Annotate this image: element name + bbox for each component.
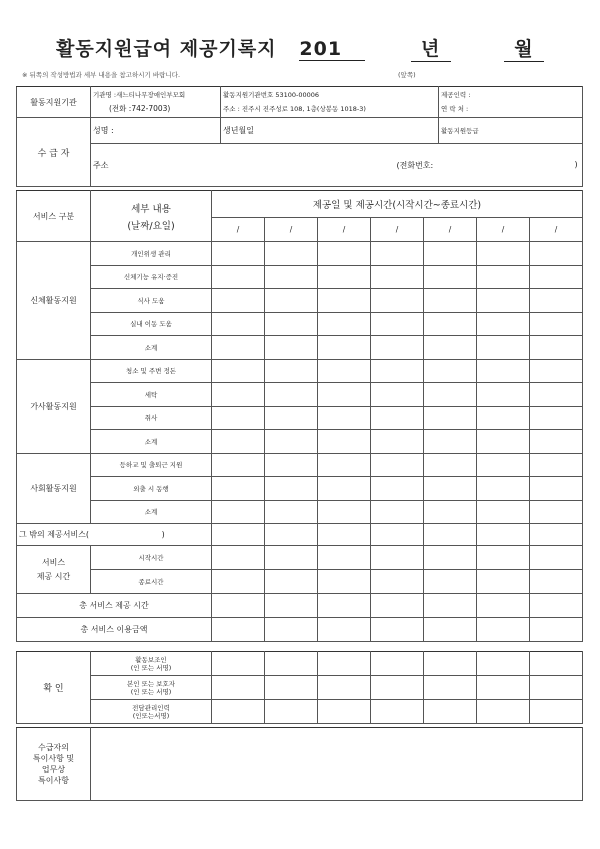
entry-cell[interactable]	[265, 453, 318, 477]
entry-cell[interactable]	[477, 265, 530, 289]
entry-cell[interactable]	[424, 453, 477, 477]
entry-cell[interactable]	[530, 430, 583, 454]
entry-cell[interactable]	[318, 242, 371, 266]
group-label-physical: 신체활동지원	[17, 242, 91, 360]
entry-cell[interactable]	[371, 265, 424, 289]
item-label: 청소 및 주변 정돈	[91, 359, 212, 383]
phone-label: (전화번호:	[396, 160, 434, 170]
table-row	[17, 676, 583, 700]
entry-cell[interactable]	[477, 453, 530, 477]
signature-cell[interactable]	[265, 652, 318, 676]
entry-cell[interactable]	[371, 336, 424, 360]
entry-cell[interactable]	[371, 312, 424, 336]
agency-label: 활동지원기관	[17, 87, 91, 118]
entry-cell[interactable]	[318, 336, 371, 360]
entry-cell[interactable]	[477, 430, 530, 454]
entry-cell[interactable]	[477, 242, 530, 266]
signature-cell[interactable]	[424, 700, 477, 724]
entry-cell[interactable]	[424, 430, 477, 454]
entry-cell[interactable]	[530, 359, 583, 383]
subtotal-label: 소계	[91, 336, 212, 360]
name-field[interactable]: 성명 :	[91, 118, 221, 144]
entry-cell[interactable]	[530, 406, 583, 430]
entry-cell[interactable]	[424, 594, 477, 618]
item-label: 세탁	[91, 383, 212, 407]
entry-cell[interactable]	[477, 312, 530, 336]
entry-cell[interactable]	[477, 500, 530, 524]
table-row	[17, 265, 583, 289]
entry-cell[interactable]	[318, 453, 371, 477]
entry-cell[interactable]	[212, 289, 265, 313]
birth-field[interactable]: 생년월일	[221, 118, 439, 144]
entry-cell[interactable]	[318, 500, 371, 524]
entry-cell[interactable]	[318, 524, 371, 546]
signature-cell[interactable]	[477, 652, 530, 676]
entry-cell[interactable]	[212, 430, 265, 454]
entry-cell[interactable]	[212, 594, 265, 618]
entry-cell[interactable]	[212, 618, 265, 642]
table-row	[17, 383, 583, 407]
entry-cell[interactable]	[212, 312, 265, 336]
front-label: (앞쪽)	[398, 71, 416, 79]
table-row	[17, 453, 583, 477]
signature-cell[interactable]	[265, 700, 318, 724]
entry-cell[interactable]	[318, 477, 371, 501]
entry-cell[interactable]	[371, 594, 424, 618]
provider-label: 제공인력 :	[441, 91, 471, 99]
remarks-field[interactable]	[91, 728, 583, 801]
entry-cell[interactable]	[371, 453, 424, 477]
entry-cell[interactable]	[530, 477, 583, 501]
signature-cell[interactable]	[530, 700, 583, 724]
entry-cell[interactable]	[424, 359, 477, 383]
page-title	[0, 34, 600, 62]
signature-cell[interactable]	[318, 652, 371, 676]
entry-cell[interactable]	[424, 289, 477, 313]
confirm-table	[16, 651, 583, 724]
entry-cell[interactable]	[530, 383, 583, 407]
entry-cell[interactable]	[424, 524, 477, 546]
entry-cell[interactable]	[477, 594, 530, 618]
item-label: 식사 도움	[91, 289, 212, 313]
entry-cell[interactable]	[530, 289, 583, 313]
date-cell[interactable]: /	[212, 218, 265, 242]
entry-cell[interactable]	[212, 570, 265, 594]
table-row	[17, 312, 583, 336]
entry-cell[interactable]	[318, 406, 371, 430]
entry-cell[interactable]	[371, 477, 424, 501]
signature-cell[interactable]	[265, 676, 318, 700]
entry-cell[interactable]	[265, 383, 318, 407]
entry-cell[interactable]	[477, 359, 530, 383]
entry-cell[interactable]	[265, 289, 318, 313]
subtotal-label: 소계	[91, 430, 212, 454]
entry-cell[interactable]	[530, 500, 583, 524]
entry-cell[interactable]	[424, 242, 477, 266]
item-label: 실내 이동 도움	[91, 312, 212, 336]
group-label-housework: 가사활동지원	[17, 359, 91, 453]
signer-label: 전담관리인력 (인또는서명)	[91, 700, 212, 724]
service-time-label: 서비스 제공 시간	[17, 546, 91, 594]
entry-cell[interactable]	[212, 500, 265, 524]
table-row	[17, 546, 583, 570]
entry-cell[interactable]	[265, 618, 318, 642]
entry-cell[interactable]	[318, 359, 371, 383]
entry-cell[interactable]	[424, 500, 477, 524]
entry-cell[interactable]	[318, 265, 371, 289]
entry-cell[interactable]	[265, 359, 318, 383]
info-table	[16, 86, 583, 187]
entry-cell[interactable]	[371, 242, 424, 266]
entry-cell[interactable]	[477, 524, 530, 546]
entry-cell[interactable]	[371, 500, 424, 524]
signature-cell[interactable]	[212, 700, 265, 724]
agency-number: 활동지원기관번호 53100-00006	[223, 91, 320, 99]
remarks-label: 수급자의 특이사항 및 업무상 특이사항	[17, 728, 91, 801]
entry-cell[interactable]	[530, 570, 583, 594]
entry-cell[interactable]	[477, 383, 530, 407]
signature-cell[interactable]	[371, 676, 424, 700]
signature-cell[interactable]	[477, 700, 530, 724]
entry-cell[interactable]	[265, 242, 318, 266]
table-row	[17, 700, 583, 724]
entry-cell[interactable]	[477, 336, 530, 360]
table-row	[17, 652, 583, 676]
table-row	[17, 500, 583, 524]
signature-cell[interactable]	[530, 652, 583, 676]
entry-cell[interactable]	[371, 406, 424, 430]
entry-cell[interactable]	[265, 265, 318, 289]
entry-cell[interactable]	[265, 594, 318, 618]
entry-cell[interactable]	[477, 570, 530, 594]
date-cell[interactable]: /	[424, 218, 477, 242]
entry-cell[interactable]	[212, 383, 265, 407]
entry-cell[interactable]	[318, 594, 371, 618]
entry-cell[interactable]	[424, 406, 477, 430]
provision-header: 제공일 및 제공시간(시작시간~종료시간)	[212, 191, 583, 218]
signature-cell[interactable]	[530, 676, 583, 700]
entry-cell[interactable]	[371, 618, 424, 642]
entry-cell[interactable]	[318, 546, 371, 570]
entry-cell[interactable]	[530, 594, 583, 618]
other-service-label[interactable]: 그 밖의 제공서비스( )	[17, 524, 212, 546]
provider-cell[interactable]	[439, 87, 583, 118]
entry-cell[interactable]	[371, 546, 424, 570]
entry-cell[interactable]	[212, 242, 265, 266]
entry-cell[interactable]	[212, 265, 265, 289]
entry-cell[interactable]	[530, 265, 583, 289]
entry-cell[interactable]	[265, 524, 318, 546]
entry-cell[interactable]	[371, 289, 424, 313]
item-label: 등하교 및 출퇴근 지원	[91, 453, 212, 477]
table-row	[17, 336, 583, 360]
agency-phone: (전화 :742-7003)	[109, 104, 171, 113]
entry-cell[interactable]	[371, 430, 424, 454]
entry-cell[interactable]	[265, 336, 318, 360]
address-field[interactable]: 주소 (전화번호: )	[91, 144, 583, 187]
item-label: 외출 시 동행	[91, 477, 212, 501]
group-label-social: 사회활동지원	[17, 453, 91, 524]
entry-cell[interactable]	[530, 312, 583, 336]
table-row	[17, 477, 583, 501]
entry-cell[interactable]	[318, 618, 371, 642]
confirm-label: 확 인	[17, 652, 91, 724]
item-label: 취사	[91, 406, 212, 430]
entry-cell[interactable]	[424, 312, 477, 336]
entry-cell[interactable]	[212, 453, 265, 477]
signature-cell[interactable]	[424, 652, 477, 676]
entry-cell[interactable]	[212, 359, 265, 383]
table-row	[17, 570, 583, 594]
entry-cell[interactable]	[265, 406, 318, 430]
date-cell[interactable]: /	[318, 218, 371, 242]
entry-cell[interactable]	[530, 524, 583, 546]
instruction-note: ※ 뒤쪽의 작성방법과 세부 내용을 참고하시기 바랍니다.	[22, 71, 181, 79]
schedule-table	[16, 190, 583, 642]
entry-cell[interactable]	[318, 289, 371, 313]
signer-label: 본인 또는 보호자 (인 또는 서명)	[91, 676, 212, 700]
signature-cell[interactable]	[318, 700, 371, 724]
signer-label: 활동보조인 (인 또는 서명)	[91, 652, 212, 676]
year-field[interactable]	[299, 38, 365, 61]
agency-name-cell	[91, 87, 221, 118]
entry-cell[interactable]	[212, 336, 265, 360]
entry-cell[interactable]	[212, 406, 265, 430]
grade-field[interactable]: 활동지원등급	[439, 118, 583, 144]
signature-cell[interactable]	[212, 676, 265, 700]
item-label: 신체기능 유지·증진	[91, 265, 212, 289]
entry-cell[interactable]	[530, 336, 583, 360]
entry-cell[interactable]	[477, 477, 530, 501]
entry-cell[interactable]	[424, 336, 477, 360]
entry-cell[interactable]	[265, 500, 318, 524]
year-prefix: 201	[299, 38, 343, 60]
entry-cell[interactable]	[477, 406, 530, 430]
detail-header: 세부 내용 (날짜/요일)	[91, 191, 212, 242]
date-cell[interactable]: /	[371, 218, 424, 242]
entry-cell[interactable]	[371, 359, 424, 383]
entry-cell[interactable]	[424, 477, 477, 501]
entry-cell[interactable]	[424, 383, 477, 407]
agency-address: 주소 : 진주시 진주성로 108, 1층(상봉동 1018-3)	[223, 105, 366, 113]
entry-cell[interactable]	[265, 477, 318, 501]
entry-cell[interactable]	[318, 312, 371, 336]
subtotal-label: 소계	[91, 500, 212, 524]
table-row	[17, 524, 583, 546]
entry-cell[interactable]	[212, 524, 265, 546]
date-cell[interactable]: /	[477, 218, 530, 242]
entry-cell[interactable]	[318, 383, 371, 407]
entry-cell[interactable]	[424, 570, 477, 594]
total-amount-label: 총 서비스 이용금액	[17, 618, 212, 642]
entry-cell[interactable]	[318, 570, 371, 594]
signature-cell[interactable]	[371, 700, 424, 724]
entry-cell[interactable]	[212, 477, 265, 501]
month-field[interactable]: 월	[504, 34, 544, 62]
entry-cell[interactable]	[265, 570, 318, 594]
table-row	[17, 359, 583, 383]
entry-cell[interactable]	[477, 546, 530, 570]
table-row	[17, 430, 583, 454]
year-unit: 년	[411, 34, 451, 62]
start-time-label: 시작시간	[91, 546, 212, 570]
service-type-header: 서비스 구분	[17, 191, 91, 242]
entry-cell[interactable]	[424, 546, 477, 570]
entry-cell[interactable]	[477, 618, 530, 642]
entry-cell[interactable]	[212, 546, 265, 570]
table-row	[17, 242, 583, 266]
signature-cell[interactable]	[371, 652, 424, 676]
entry-cell[interactable]	[265, 312, 318, 336]
signature-cell[interactable]	[212, 652, 265, 676]
remarks-table	[16, 727, 583, 801]
entry-cell[interactable]	[424, 265, 477, 289]
entry-cell[interactable]	[318, 430, 371, 454]
agency-number-cell	[221, 87, 439, 118]
entry-cell[interactable]	[424, 618, 477, 642]
date-cell[interactable]: /	[530, 218, 583, 242]
total-time-label: 총 서비스 제공 시간	[17, 594, 212, 618]
entry-cell[interactable]	[371, 570, 424, 594]
entry-cell[interactable]	[265, 546, 318, 570]
recipient-label: 수 급 자	[17, 118, 91, 187]
signature-cell[interactable]	[477, 676, 530, 700]
end-time-label: 종료시간	[91, 570, 212, 594]
entry-cell[interactable]	[371, 383, 424, 407]
entry-cell[interactable]	[530, 618, 583, 642]
table-row	[17, 289, 583, 313]
contact-label: 연 락 처 :	[441, 105, 469, 113]
table-row	[17, 594, 583, 618]
entry-cell[interactable]	[530, 546, 583, 570]
entry-cell[interactable]	[477, 289, 530, 313]
item-label: 개인위생 관리	[91, 242, 212, 266]
date-cell[interactable]: /	[265, 218, 318, 242]
entry-cell[interactable]	[265, 430, 318, 454]
agency-name: 기관명 :새느티나무장애인부모회	[93, 91, 186, 99]
entry-cell[interactable]	[530, 242, 583, 266]
signature-cell[interactable]	[318, 676, 371, 700]
title-text: 활동지원급여 제공기록지	[56, 38, 277, 60]
table-row	[17, 406, 583, 430]
signature-cell[interactable]	[424, 676, 477, 700]
entry-cell[interactable]	[371, 524, 424, 546]
entry-cell[interactable]	[530, 453, 583, 477]
table-row	[17, 618, 583, 642]
